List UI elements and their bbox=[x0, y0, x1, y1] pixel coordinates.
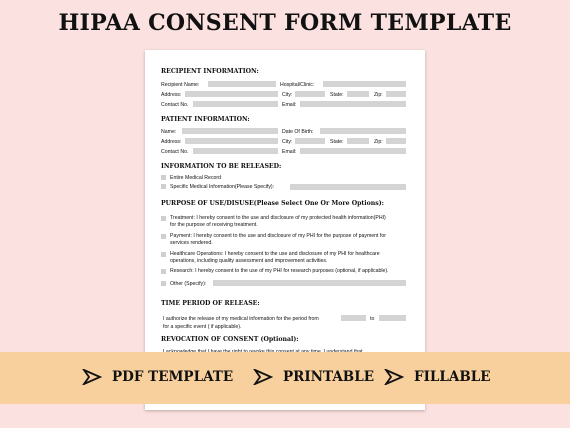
entire-record-checkbox[interactable] bbox=[161, 175, 166, 180]
payment-text: Payment: I hereby consent to the use and disclosure of my PHI for the purpose of payment for services rendered. bbox=[170, 233, 386, 247]
treatment-text: Treatment: I hereby consent to the use and disclosure of my protected health information(PHI) for the purpose of receiving treatment. bbox=[170, 215, 386, 229]
patient-address-field[interactable] bbox=[185, 138, 278, 144]
recipient-email-label: Email: bbox=[282, 102, 297, 108]
patient-email-label: Email: bbox=[282, 149, 297, 155]
chevron-right-icon bbox=[82, 369, 102, 385]
recipient-state-field[interactable] bbox=[347, 91, 369, 97]
recipient-state-label: State: bbox=[330, 92, 344, 98]
research-text: Research: I hereby consent to the use of my PHI for research purposes (optional, if applicable). bbox=[170, 268, 389, 274]
hospital-field[interactable] bbox=[323, 81, 406, 87]
patient-contact-field[interactable] bbox=[193, 148, 278, 154]
recipient-contact-label: Contact No. bbox=[161, 102, 189, 108]
hospital-label: Hospital/Clinic: bbox=[280, 82, 315, 88]
period-to-label: to bbox=[370, 316, 375, 322]
recipient-heading: RECIPIENT INFORMATION: bbox=[161, 68, 259, 75]
recipient-zip-field[interactable] bbox=[386, 91, 406, 97]
time-period-text: I authorize the release of my medical information for the period from bbox=[163, 316, 319, 322]
healthcare-operations-checkbox[interactable] bbox=[161, 252, 166, 257]
recipient-email-field[interactable] bbox=[300, 101, 406, 107]
recipient-address-label: Address: bbox=[161, 92, 182, 98]
dob-field[interactable] bbox=[320, 128, 406, 134]
research-checkbox[interactable] bbox=[161, 269, 166, 274]
patient-email-field[interactable] bbox=[300, 148, 406, 154]
other-checkbox[interactable] bbox=[161, 281, 166, 286]
patient-name-label: Name: bbox=[161, 129, 177, 135]
recipient-zip-label: Zip: bbox=[374, 92, 383, 98]
revocation-heading: REVOCATION OF CONSENT (Optional): bbox=[161, 336, 299, 343]
release-heading: INFORMATION TO BE RELEASED: bbox=[161, 163, 282, 170]
feature-pdf-template bbox=[82, 369, 233, 385]
specific-info-field[interactable] bbox=[290, 184, 406, 190]
recipient-city-label: City: bbox=[282, 92, 293, 98]
healthcare-operations-text: Healthcare Operations: I hereby consent to the use and disclosure of my PHI for healthcare operations, including quality assessment and improvement activities. bbox=[170, 251, 380, 265]
payment-checkbox[interactable] bbox=[161, 234, 166, 239]
feature-label: FILLABLE bbox=[414, 369, 491, 385]
chevron-right-icon bbox=[253, 369, 273, 385]
patient-name-field[interactable] bbox=[182, 128, 278, 134]
other-field[interactable] bbox=[213, 280, 406, 286]
specific-info-checkbox[interactable] bbox=[161, 184, 166, 189]
patient-contact-label: Contact No. bbox=[161, 149, 189, 155]
recipient-name-label: Recipient Name: bbox=[161, 82, 200, 88]
period-to-field[interactable] bbox=[379, 315, 406, 321]
dob-label: Date Of Birth: bbox=[282, 129, 314, 135]
page-title: HIPAA CONSENT FORM TEMPLATE bbox=[58, 10, 512, 36]
purpose-heading: PURPOSE OF USE/DISUSE(Please Select One Or More Options): bbox=[161, 200, 384, 207]
recipient-name-field[interactable] bbox=[208, 81, 276, 87]
patient-heading: PATIENT INFORMATION: bbox=[161, 116, 250, 123]
patient-state-field[interactable] bbox=[347, 138, 369, 144]
entire-record-label: Entire Medical Record bbox=[170, 175, 222, 181]
recipient-city-field[interactable] bbox=[295, 91, 325, 97]
feature-label: PRINTABLE bbox=[283, 369, 374, 385]
period-from-field[interactable] bbox=[341, 315, 366, 321]
other-label: Other (Specify): bbox=[170, 281, 207, 287]
time-period-heading: TIME PERIOD OF RELEASE: bbox=[161, 300, 260, 307]
specific-info-label: Specific Medical Information(Please Specify): bbox=[170, 184, 275, 190]
patient-address-label: Address: bbox=[161, 139, 182, 145]
patient-state-label: State: bbox=[330, 139, 344, 145]
feature-printable bbox=[253, 369, 374, 385]
chevron-right-icon bbox=[384, 369, 404, 385]
feature-fillable bbox=[384, 369, 491, 385]
treatment-checkbox[interactable] bbox=[161, 216, 166, 221]
patient-zip-label: Zip: bbox=[374, 139, 383, 145]
recipient-address-field[interactable] bbox=[185, 91, 278, 97]
patient-city-label: City: bbox=[282, 139, 293, 145]
recipient-contact-field[interactable] bbox=[193, 101, 278, 107]
specific-event-text: for a specific event ( if applicable). bbox=[163, 324, 242, 330]
patient-city-field[interactable] bbox=[295, 138, 325, 144]
feature-label: PDF TEMPLATE bbox=[112, 369, 234, 385]
patient-zip-field[interactable] bbox=[386, 138, 406, 144]
